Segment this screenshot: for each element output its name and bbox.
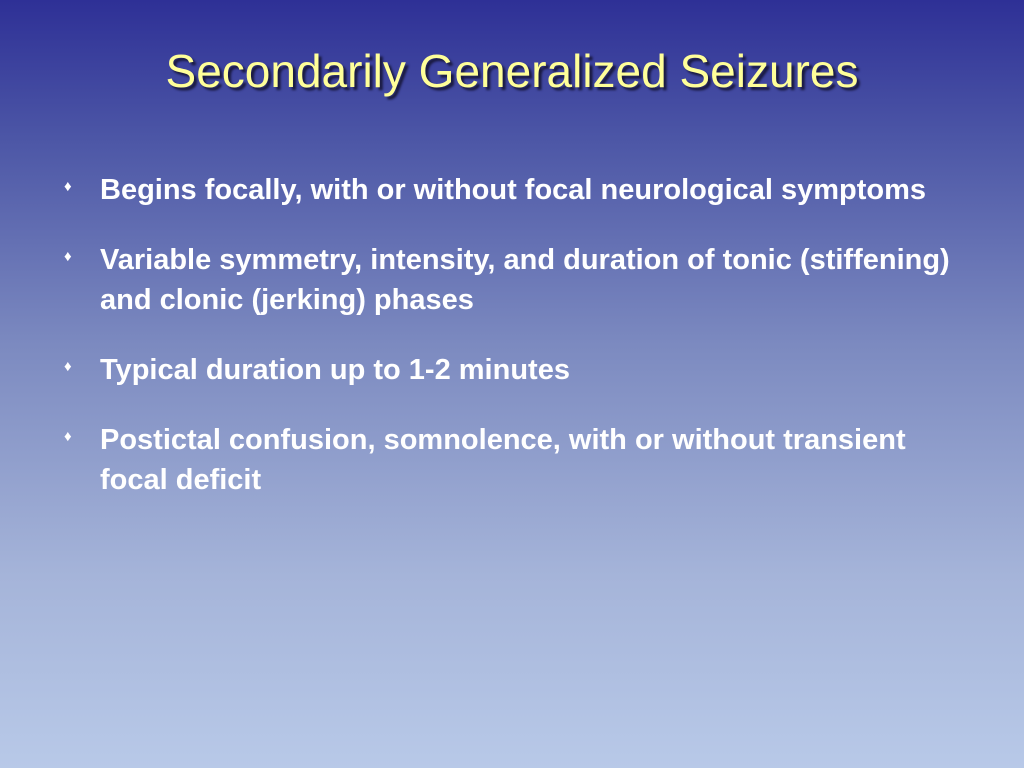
bullet-item bbox=[62, 350, 962, 390]
diamond-bullet-icon: ♦ bbox=[64, 178, 72, 195]
bullet-item bbox=[62, 420, 962, 500]
slide-title: Secondarily Generalized Seizures bbox=[165, 45, 859, 97]
bullet-list bbox=[62, 170, 962, 530]
bullet-text: Typical duration up to 1-2 minutes bbox=[100, 354, 570, 386]
bullet-item bbox=[62, 240, 962, 320]
diamond-bullet-icon: ♦ bbox=[64, 428, 72, 445]
diamond-bullet-icon: ♦ bbox=[64, 358, 72, 375]
diamond-bullet-icon: ♦ bbox=[64, 248, 72, 265]
bullet-text: Variable symmetry, intensity, and duration of tonic (stiffening) and clonic (jerking) phases bbox=[100, 244, 950, 316]
bullet-text: Postictal confusion, somnolence, with or without transient focal deficit bbox=[100, 424, 906, 496]
bullet-item bbox=[62, 170, 962, 210]
bullet-text: Begins focally, with or without focal neurological symptoms bbox=[100, 174, 927, 206]
